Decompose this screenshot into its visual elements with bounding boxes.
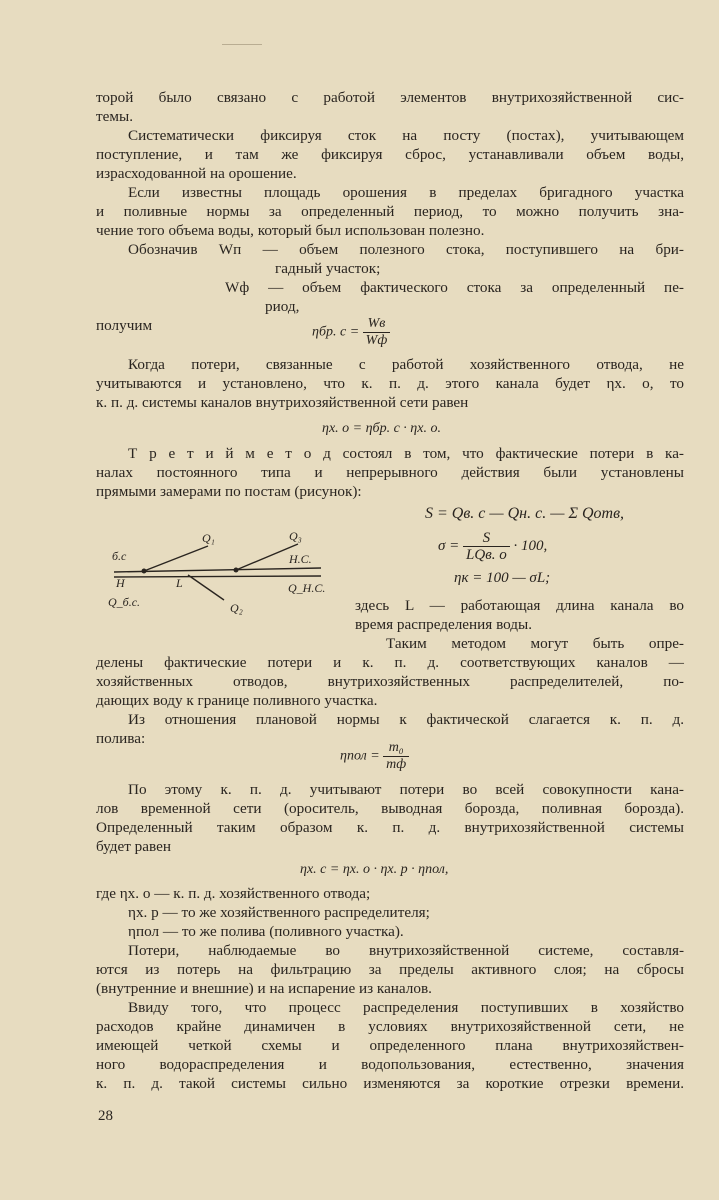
text-line: Из отношения плановой нормы к фактической слагается к. п. д. [128,711,684,728]
label-qbs: Q_б.с. [108,595,141,609]
page-number: 28 [98,1108,113,1124]
text-line: Ввиду того, что процесс распределения поступивших в хозяйство [128,999,684,1016]
branch-q1 [144,546,208,571]
text-line: поступление, и там же фиксируя сброс, устанавливали объем воды, [96,146,684,163]
text-line: израсходованной на орошение. [96,165,297,182]
text-line: расходов крайне динамичен в условиях внутрихозяйственной сети, не [96,1018,684,1035]
text-line: Обозначив Wп — объем полезного стока, поступившего на бри- [128,241,684,258]
text-line: ηх. р — то же хозяйственного распределителя; [128,904,430,921]
label-q3: Q₃ [289,529,302,543]
text-line: ного водораспределения и водопользования, естественно, значения [96,1056,684,1073]
equation-eta-xc: ηх. с = ηх. о · ηх. р · ηпол, [300,862,449,877]
text-line: Wф — объем фактического стока за определенный пе- [225,279,684,296]
text-line: прямыми замерами по постам (рисунок): [96,483,362,500]
text-line: Когда потери, связанные с работой хозяйственного отвода, не [128,356,684,373]
text-line: (внутренние и внешние) и на испарение из каналов. [96,980,432,997]
text-line: темы. [96,108,133,125]
label-q2: Q₂ [230,601,243,615]
text-line: торой было связано с работой элементов внутрихозяйственной сис- [96,89,684,106]
text-line: к. п. д. системы каналов внутрихозяйственной сети равен [96,394,469,411]
label-ns: Н.С. [289,552,312,566]
branch-q2 [188,575,224,600]
text-line: будет равен [96,838,171,855]
text-line: ются из потерь на фильтрацию за пределы активного слоя; на сбросы [96,961,684,978]
text-line: Систематически фиксируя сток на посту (постах), учитывающем [128,127,684,144]
text-line: Т р е т и й м е т о д состоял в том, что фактические потери в ка- [128,445,684,462]
text-line: где ηх. о — к. п. д. хозяйственного отвода; [96,885,371,902]
canal-diagram [96,520,336,620]
text-line: Определенный таким образом к. п. д. внутрихозяйственной системы [96,819,684,836]
text-line: имеющей четкой схемы и определенного плана внутрихозяйствен- [96,1037,684,1054]
equation-sigma: σ = $\frac{S}{\text{LQв. о}}$ · 100, [438,530,548,563]
text-line: риод, [265,298,300,315]
text-line: гадный участок; [275,260,381,277]
text-line: Если известны площадь орошения в пределах бригадного участка [128,184,684,201]
text-line: налах постоянного типа и непрерывного действия были установлены [96,464,684,481]
text-line: делены фактические потери и к. п. д. соответствующих каналов — [96,654,684,671]
node [142,569,147,574]
equation-eta-k: ηк = 100 — σL; [454,570,551,586]
text-line: здесь L — работающая длина канала во [355,597,684,614]
text-line: Таким методом могут быть опре- [386,635,684,652]
text-line: Потери, наблюдаемые во внутрихозяйственной системе, составля- [128,942,684,959]
equation-eta-br: ηбр. с = $\frac{Wв}{Wф}$ [312,316,390,349]
text-line: ηпол — то же полива (поливного участка). [128,923,404,940]
text-line: лов временной сети (ороситель, выводная борозда, поливная борозда). [96,800,684,817]
equation-s: S = Qв. с — Qн. с. — Σ Qотв, [425,505,625,522]
text-line: учитываются и установлено, что к. п. д. этого канала будет ηх. о, то [96,375,684,392]
node [234,568,239,573]
label-n: Н [116,576,125,590]
equation-eta-xo: ηх. о = ηбр. с · ηх. о. [322,421,441,436]
equation-eta-pol: ηпол = $\frac{\text{m₀}}{mф}$ [340,740,409,773]
top-rule [222,44,262,45]
text-line: По этому к. п. д. учитывают потери во всей совокупности кана- [128,781,684,798]
text-line: и поливные нормы за определенный период, то можно получить зна- [96,203,684,220]
text-line: дающих воду к границе поливного участка. [96,692,378,709]
text-line: получим [96,317,153,334]
label-qns: Q_Н.С. [288,581,326,595]
label-l: L [176,576,183,590]
text-line: полива: [96,730,146,747]
lower-canal-line [114,576,321,577]
text-line: хозяйственных отводов, внутрихозяйственных распределителей, по- [96,673,684,690]
text-line: чение того объема воды, который был использован полезно. [96,222,485,239]
label-bs: б.с [112,549,127,563]
text-line: время распределения воды. [355,616,533,633]
text-line: к. п. д. такой системы сильно изменяются за короткие отрезки времени. [96,1075,684,1092]
label-q1: Q₁ [202,531,215,545]
